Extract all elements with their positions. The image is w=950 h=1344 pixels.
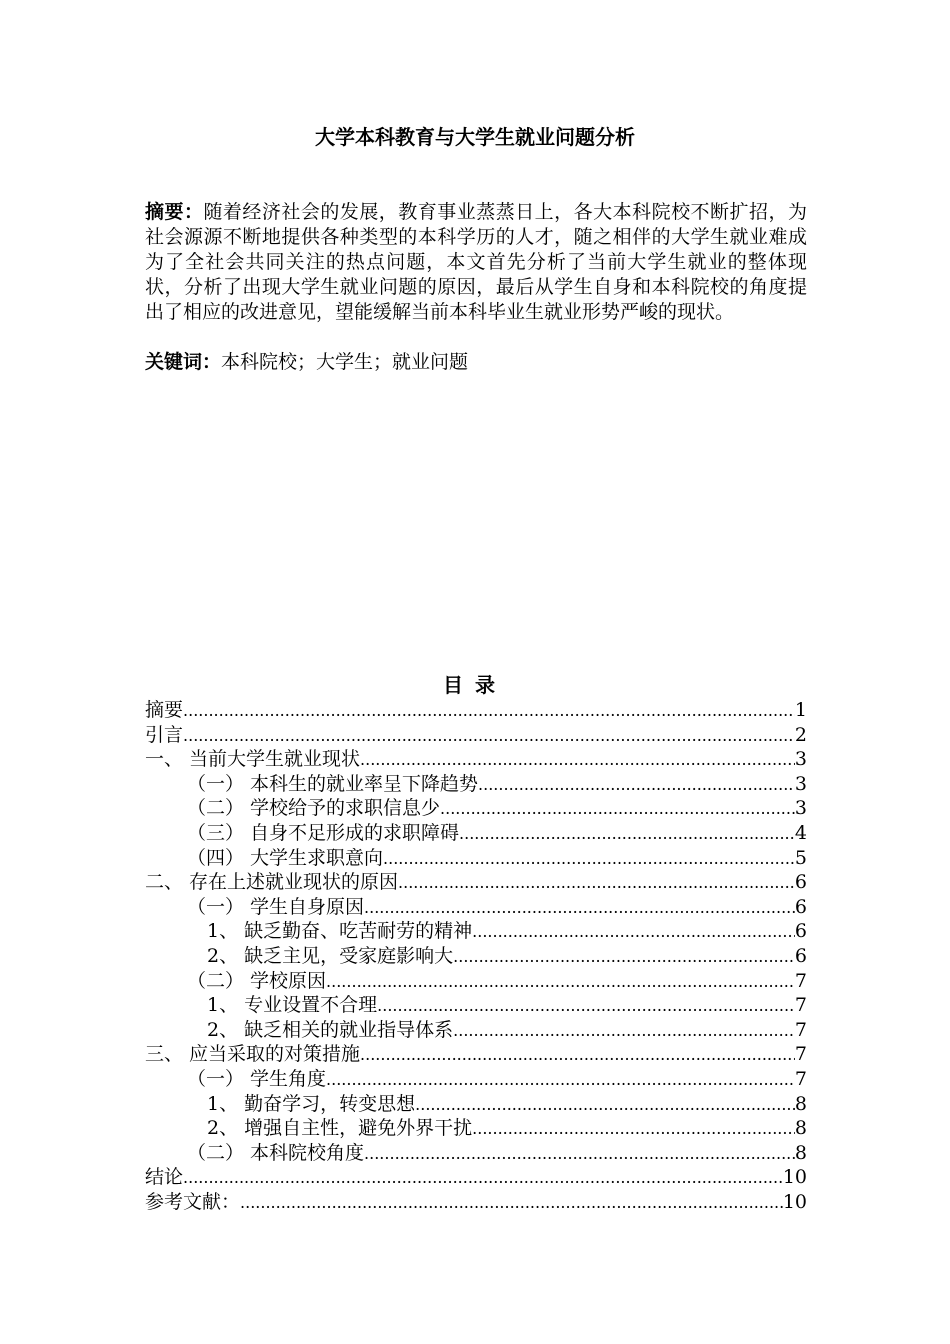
toc-entry-page: 8 <box>794 1117 807 1140</box>
toc-entry[interactable] <box>145 969 807 994</box>
toc-entry-page: 7 <box>794 1018 807 1041</box>
toc-leader <box>326 970 795 994</box>
toc-entry[interactable] <box>145 1190 807 1215</box>
toc-leader <box>472 1117 795 1141</box>
toc-entry-page: 10 <box>782 1166 807 1189</box>
toc-leader <box>360 748 795 772</box>
toc-entry-label: 一、 当前大学生就业现状 <box>145 748 361 771</box>
toc-entry-page: 6 <box>794 920 807 943</box>
keywords-text: 本科院校；大学生；就业问题 <box>221 351 469 373</box>
toc-entry[interactable] <box>145 1165 807 1190</box>
toc-entry-label: （一） 本科生的就业率呈下降趋势 <box>187 772 479 795</box>
toc-entry-label: 1、 专业设置不合理 <box>207 994 378 1017</box>
toc-entry[interactable] <box>145 1116 807 1141</box>
toc-entry[interactable] <box>145 821 807 846</box>
toc-title: 目录 <box>443 673 507 697</box>
toc-entry-label: 1、 勤奋学习，转变思想 <box>207 1092 416 1115</box>
toc-entry-label: （一） 学生自身原因 <box>187 895 365 918</box>
toc-leader <box>240 1191 783 1215</box>
abstract-label: 摘要： <box>145 201 204 223</box>
toc-entry[interactable] <box>145 1067 807 1092</box>
toc-entry-page: 3 <box>794 748 807 771</box>
toc-entry-label: 参考文献： <box>145 1190 241 1213</box>
toc-entry[interactable] <box>145 895 807 920</box>
toc-leader <box>377 994 795 1018</box>
toc-entry-label: 三、 应当采取的对策措施 <box>145 1043 361 1066</box>
toc-entry[interactable] <box>145 698 807 723</box>
toc-entry-page: 7 <box>794 1067 807 1090</box>
toc-entry-page: 4 <box>794 821 807 844</box>
toc-entry-label: （三） 自身不足形成的求职障碍 <box>187 821 460 844</box>
toc-entry[interactable] <box>145 919 807 944</box>
toc-entry-label: （二） 学校给予的求职信息少 <box>187 797 441 820</box>
toc-entry-page: 5 <box>794 846 807 869</box>
toc-entry-label: 2、 缺乏相关的就业指导体系 <box>207 1018 454 1041</box>
toc-entry-page: 8 <box>794 1141 807 1164</box>
toc-leader <box>183 699 795 723</box>
toc-entry-label: 2、 增强自主性，避免外界干扰 <box>207 1117 473 1140</box>
toc-leader <box>183 1166 783 1190</box>
toc-entry-label: 结论 <box>145 1166 184 1189</box>
toc-entry-page: 3 <box>794 797 807 820</box>
toc-entry-label: 引言 <box>145 723 184 746</box>
toc-entry[interactable] <box>145 1018 807 1043</box>
toc-entry-page: 6 <box>794 895 807 918</box>
toc-entry-page: 7 <box>794 994 807 1017</box>
toc-entry[interactable] <box>145 723 807 748</box>
toc-entry-page: 7 <box>794 969 807 992</box>
toc-entry-label: （二） 学校原因 <box>187 969 327 992</box>
toc-entry-page: 10 <box>782 1190 807 1213</box>
toc-entry-page: 1 <box>794 699 807 721</box>
document-title: 大学本科教育与大学生就业问题分析 <box>315 125 635 149</box>
toc-entry-page: 7 <box>794 1043 807 1066</box>
toc-leader <box>459 822 795 846</box>
toc-leader <box>364 1142 795 1166</box>
toc-entry[interactable] <box>145 747 807 772</box>
toc-entry[interactable] <box>145 1042 807 1067</box>
toc-entry[interactable] <box>145 870 807 895</box>
toc-leader <box>415 1093 795 1117</box>
toc-entry-label: （一） 学生角度 <box>187 1067 327 1090</box>
toc-entry[interactable] <box>145 846 807 871</box>
toc-entry-page: 8 <box>794 1092 807 1115</box>
toc-entry[interactable] <box>145 772 807 797</box>
toc-entry-label: 摘要 <box>145 699 184 721</box>
keywords-label: 关键词： <box>145 351 222 373</box>
abstract-paragraph <box>145 200 807 325</box>
toc-entry[interactable] <box>145 944 807 969</box>
toc-leader <box>183 724 795 748</box>
toc-entry-label: （四） 大学生求职意向 <box>187 846 384 869</box>
abstract-text: 随着经济社会的发展，教育事业蒸蒸日上，各大本科院校不断扩招，为社会源源不断地提供各种类型的本科学历的人才，随之相伴的大学生就业难成为了全社会共同关注的热点问题，本文首先分析了当前大学生就业的整体现状，分析了出现大学生就业问题的原因，最后从学生自身和本科院校的角度提出了相应的改进意见，望能缓解当前本科毕业生就业形势严峻的现状。 <box>145 201 807 323</box>
toc-entry-label: 2、 缺乏主见，受家庭影响大 <box>207 944 454 967</box>
toc-leader <box>364 896 795 920</box>
keywords-line <box>145 350 807 375</box>
toc-leader <box>398 871 795 895</box>
toc-entry-label: 二、 存在上述就业现状的原因 <box>145 871 399 894</box>
toc-entry-label: （二） 本科院校角度 <box>187 1141 365 1164</box>
toc-entry-page: 3 <box>794 772 807 795</box>
toc-leader <box>478 773 795 797</box>
table-of-contents <box>145 698 807 1214</box>
toc-leader <box>453 945 795 969</box>
toc-entry[interactable] <box>145 993 807 1018</box>
toc-leader <box>360 1043 795 1067</box>
toc-entry[interactable] <box>145 1092 807 1117</box>
toc-entry[interactable] <box>145 796 807 821</box>
toc-leader <box>440 797 795 821</box>
toc-entry-label: 1、 缺乏勤奋、吃苦耐劳的精神 <box>207 920 473 943</box>
toc-entry-page: 2 <box>794 723 807 746</box>
toc-leader <box>453 1019 795 1043</box>
toc-entry-page: 6 <box>794 944 807 967</box>
toc-entry[interactable] <box>145 1141 807 1166</box>
toc-entry-page: 6 <box>794 871 807 894</box>
toc-leader <box>326 1068 795 1092</box>
toc-leader <box>472 920 795 944</box>
toc-leader <box>383 847 795 871</box>
